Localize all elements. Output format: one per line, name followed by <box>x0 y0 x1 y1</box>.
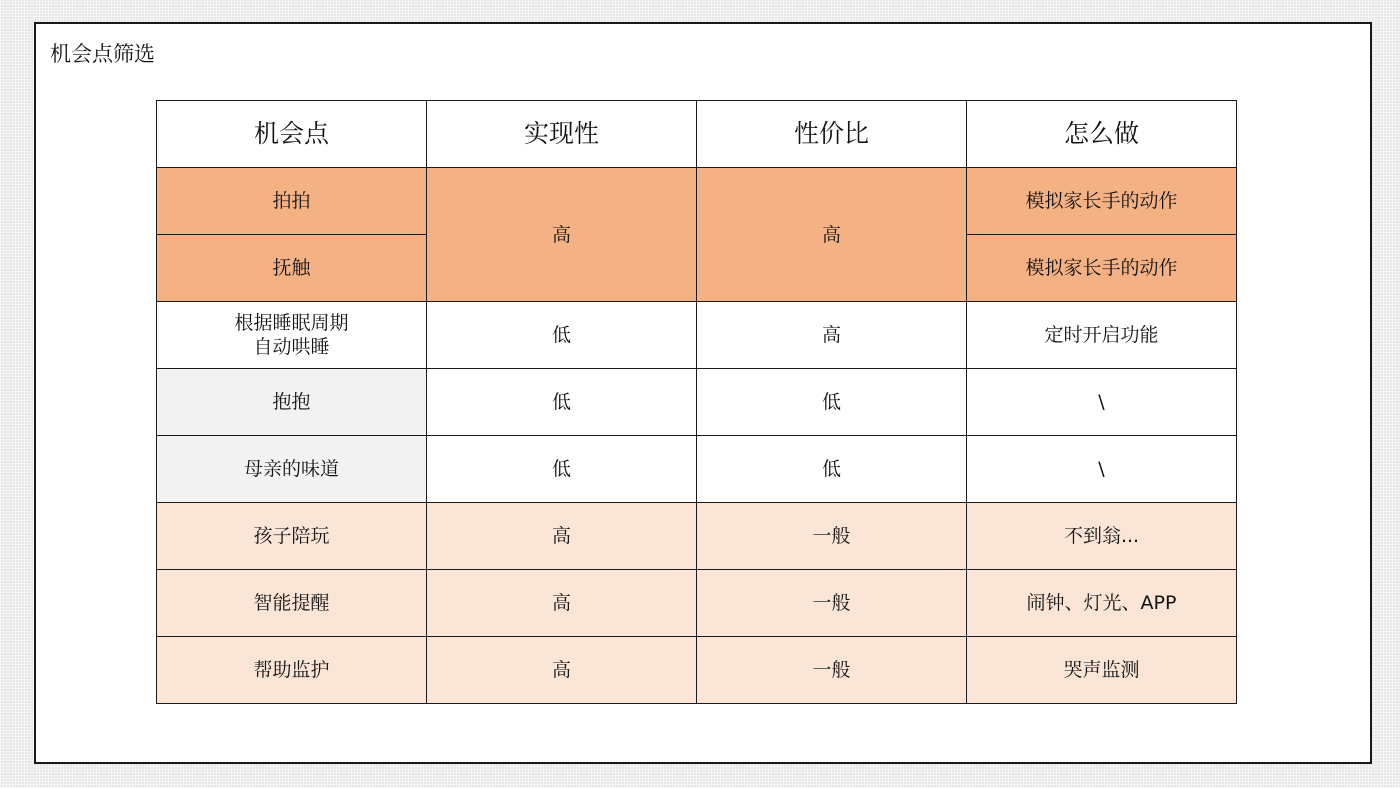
cell-point: 孩子陪玩 <box>157 503 427 570</box>
cell-feasibility: 低 <box>427 436 697 503</box>
header-how: 怎么做 <box>967 101 1237 168</box>
cell-feasibility: 低 <box>427 369 697 436</box>
cell-how: 闹钟、灯光、APP <box>967 570 1237 637</box>
cell-how: 不到翁... <box>967 503 1237 570</box>
cell-value: 低 <box>697 436 967 503</box>
table-row <box>157 369 1237 436</box>
table-row <box>157 168 1237 235</box>
cell-point: 抱抱 <box>157 369 427 436</box>
cell-point-line: 自动哄睡 <box>253 336 330 358</box>
table-row <box>157 570 1237 637</box>
cell-point: 智能提醒 <box>157 570 427 637</box>
cell-feasibility: 高 <box>427 637 697 704</box>
table-header-row <box>157 101 1237 168</box>
cell-feasibility: 高 <box>427 168 697 302</box>
cell-point: 母亲的味道 <box>157 436 427 503</box>
cell-point: 拍拍 <box>157 168 427 235</box>
cell-point-line: 根据睡眠周期 <box>234 312 349 334</box>
cell-how: \ <box>967 369 1237 436</box>
cell-how: 定时开启功能 <box>967 302 1237 369</box>
cell-feasibility: 低 <box>427 302 697 369</box>
cell-how: 模拟家长手的动作 <box>967 235 1237 302</box>
cell-how: 哭声监测 <box>967 637 1237 704</box>
header-opportunity: 机会点 <box>157 101 427 168</box>
cell-value: 高 <box>697 302 967 369</box>
cell-point: 帮助监护 <box>157 637 427 704</box>
table-row <box>157 302 1237 369</box>
cell-value: 一般 <box>697 637 967 704</box>
cell-value: 低 <box>697 369 967 436</box>
cell-how: \ <box>967 436 1237 503</box>
opportunity-table <box>156 100 1237 704</box>
cell-value: 一般 <box>697 570 967 637</box>
slide-title: 机会点筛选 <box>50 42 155 66</box>
header-feasibility: 实现性 <box>427 101 697 168</box>
cell-how: 模拟家长手的动作 <box>967 168 1237 235</box>
cell-point: 抚触 <box>157 235 427 302</box>
cell-value: 高 <box>697 168 967 302</box>
cell-feasibility: 高 <box>427 570 697 637</box>
cell-point <box>157 302 427 369</box>
slide-canvas <box>34 22 1372 764</box>
table-row <box>157 436 1237 503</box>
header-cost-value: 性价比 <box>697 101 967 168</box>
table-row <box>157 637 1237 704</box>
cell-value: 一般 <box>697 503 967 570</box>
cell-feasibility: 高 <box>427 503 697 570</box>
table-row <box>157 503 1237 570</box>
